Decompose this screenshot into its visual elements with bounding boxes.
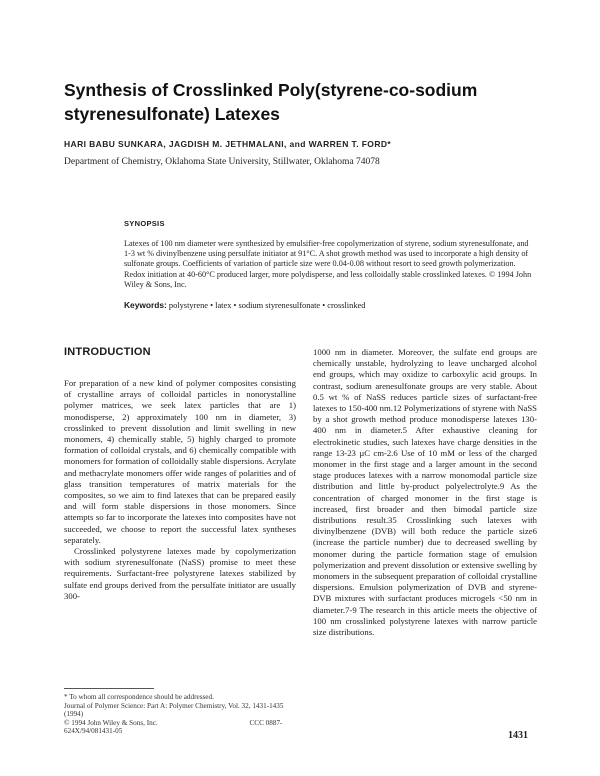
introduction-heading: INTRODUCTION xyxy=(64,346,151,358)
correspondence-note: * To whom all correspondence should be addressed. xyxy=(64,693,214,701)
intro-paragraph-3: 1000 nm in diameter. Moreover, the sulfate end groups are chemically unstable, hydrolyzing to leave uncharged alcohol end groups, which may oxidize to carboxylic acid groups. In contrast, sodium arenesulfonate groups are very stable. About 0.5 wt % of NaSS reduces particle sizes of surfactant-free latexes to 150-400 nm.12 Polymerizations of styrene with NaSS by a shot growth method produce monodisperse latexes 130-400 nm in diameter.5 After exhaustive cleaning for electrokinetic studies, such latexes have charge densities in the range 13-23 µC cm-2.6 Use of 10 mM or less of the charged monomer in the first stage and a larger amount in the second stage produces latexes with a narrow monomodal particle size distribution and little by-product polyelectrolyte.9 As the concentration of charged monomer in the first stage is increased, first broader and then bimodal particle size distributions result.35 Crosslinking such latexes with divinylbenzene (DVB) will both reduce the particle size6 (increase the particle number) due to decreased swelling by monomer during the particle formation stage of emulsion polymerization and prevent dissolution or extensive swelling by monomers in the subsequent preparation of colloidal crystalline dispersions. Emulsion polymerization of DVB and styrene-DVB mixtures with surfactant produces microgels <50 nm in diameter.7-9 The research in this article meets the objective of 100 nm crosslinked polystyrene latexes with narrow particle size distributions. xyxy=(313,347,537,638)
intro-paragraph-1: For preparation of a new kind of polymer composites consisting of crystalline arrays of colloidal particles in nonorystalline polymer matrices, we seek latex particles that are 1) monodisperse, 2) approximately 100 nm in diameter, 3) crosslinked to prevent dissolution and limit swelling in new monomers, 4) chemically stable, 5) highly charged to promote formation of colloidal crystals, and 6) chemically compatible with monomers for formation of colloidally stable dispersions. Acrylate and methacrylate monomers offer wide ranges of polarities and of glass transition temperatures of matrix materials for the composites, so we aim to find latexes that can be prepared easily and will form stable dispersions in those monomers. Since attempts so far to incorporate the latexes into composites have not succeeded, we choose to report the successful latex syntheses separately. xyxy=(64,378,296,545)
copyright-text: © 1994 John Wiley & Sons, Inc. xyxy=(64,718,158,727)
paper-title: Synthesis of Crosslinked Poly(styrene-co-sodium styrenesulfonate) Latexes xyxy=(64,80,478,124)
left-column xyxy=(64,378,296,602)
footnote xyxy=(64,693,300,736)
author-list: HARI BABU SUNKARA, JAGDISH M. JETHMALANI, and WARREN T. FORD* xyxy=(64,139,392,149)
copyright-line xyxy=(64,719,300,736)
page-number: 1431 xyxy=(508,730,528,741)
synopsis-text: Latexes of 100 nm diameter were synthesized by emulsifier-free copolymerization of styrene, sodium styrenesulfonate, and 1-3 wt % divinylbenzene using persulfate initiator at 91°C. A shot growth method was used to incorporate a high density of sulfonate groups. Coefficients of variation of particle size were 0.04-0.08 without resort to seed growth polymerization. Redox initiation at 40-60°C produced larger, more polydisperse, and less colloidally stable crosslinked latexes. © 1994 John Wiley & Sons, Inc. xyxy=(124,239,532,289)
right-column xyxy=(313,347,537,638)
keywords-label: Keywords: xyxy=(124,300,167,310)
footnote-rule xyxy=(64,688,154,689)
affiliation: Department of Chemistry, Oklahoma State University, Stillwater, Oklahoma 74078 xyxy=(64,157,380,167)
ccc-code: CCC 0887-624X/94/081431-05 xyxy=(64,718,283,736)
synopsis-heading: SYNOPSIS xyxy=(124,219,165,228)
intro-paragraph-2: Crosslinked polystyrene latexes made by copolymerization with sodium styrenesulfonate (NaSS) promise to meet these requirements. Surfactant-free polystyrene latexes stabilized by sulfate end groups derived from the persulfate initiator are usually 300- xyxy=(64,546,296,601)
journal-citation: Journal of Polymer Science: Part A: Polymer Chemistry, Vol. 32, 1431-1435 (1994) xyxy=(64,701,284,719)
keywords-list: polystyrene • latex • sodium styrenesulfonate • crosslinked xyxy=(168,301,366,310)
keywords-line xyxy=(124,300,536,311)
